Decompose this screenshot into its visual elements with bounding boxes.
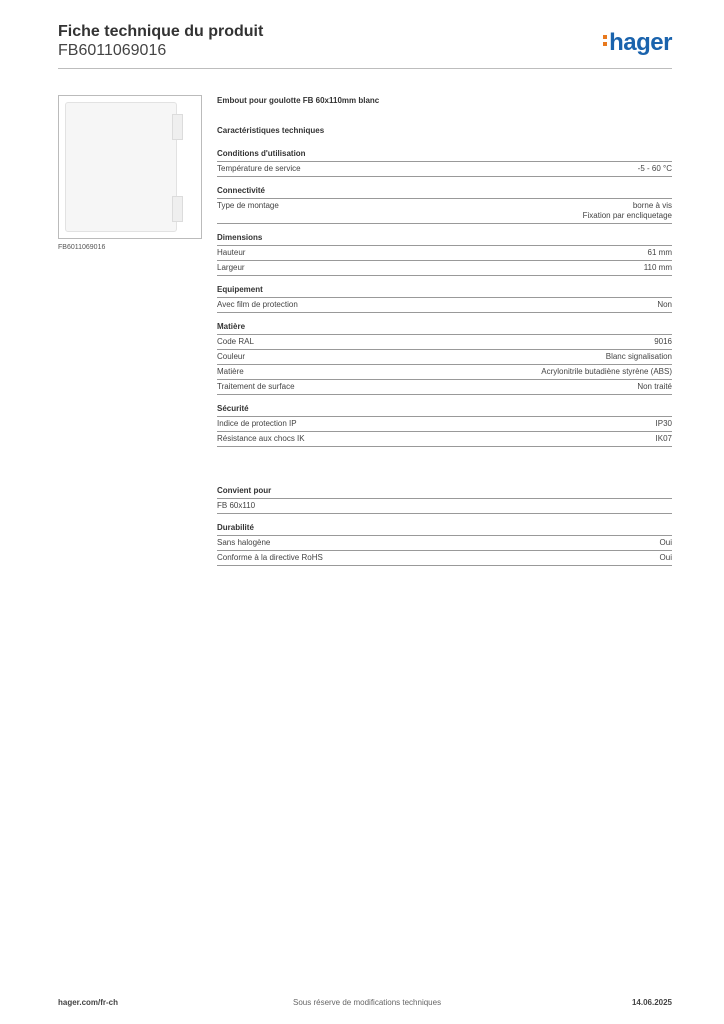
spec-value bbox=[606, 352, 672, 362]
spec-value-line: Fixation par encliquetage bbox=[582, 211, 672, 220]
spec-group-title: Conditions d'utilisation bbox=[217, 149, 672, 162]
spec-row bbox=[217, 335, 672, 350]
spec-value bbox=[637, 382, 672, 392]
end-cap-clip-bottom bbox=[172, 196, 183, 222]
spec-group bbox=[217, 322, 672, 395]
spec-row bbox=[217, 417, 672, 432]
fits-title: Convient pour bbox=[217, 486, 672, 499]
product-name: Embout pour goulotte FB 60x110mm blanc bbox=[217, 96, 380, 105]
spec-row bbox=[217, 365, 672, 380]
spec-value-line: Non traité bbox=[637, 382, 672, 391]
footer-website-link[interactable]: hager.com/fr-ch bbox=[58, 998, 119, 1007]
spec-value bbox=[638, 164, 672, 174]
spec-row bbox=[217, 536, 672, 551]
footer-disclaimer: Sous réserve de modifications techniques bbox=[293, 998, 442, 1007]
end-cap-body bbox=[65, 102, 177, 232]
product-image bbox=[58, 95, 202, 239]
spec-label: Type de montage bbox=[217, 201, 279, 210]
spec-value bbox=[541, 367, 672, 377]
spec-row bbox=[217, 551, 672, 566]
spec-group bbox=[217, 186, 672, 224]
spec-group-title: Matière bbox=[217, 322, 672, 335]
durability-section bbox=[217, 523, 672, 566]
spec-row bbox=[217, 199, 672, 224]
spec-label: Sans halogène bbox=[217, 538, 271, 547]
spec-row bbox=[217, 162, 672, 177]
spec-group-title: Sécurité bbox=[217, 404, 672, 417]
spec-row bbox=[217, 261, 672, 276]
spec-value-line: Blanc signalisation bbox=[605, 352, 672, 361]
page-header bbox=[58, 22, 672, 60]
spec-group-title: Dimensions bbox=[217, 233, 672, 246]
spec-value bbox=[656, 434, 672, 444]
spec-value bbox=[583, 201, 672, 221]
fits-item-label: FB 60x110 bbox=[217, 501, 256, 510]
spec-row bbox=[217, 432, 672, 447]
spec-row bbox=[217, 350, 672, 365]
spec-content bbox=[217, 96, 672, 566]
spec-label: Avec film de protection bbox=[217, 300, 298, 309]
spec-label: Traitement de surface bbox=[217, 382, 295, 391]
spec-value bbox=[654, 337, 672, 347]
footer-date: 14.06.2025 bbox=[631, 998, 672, 1007]
spec-group bbox=[217, 285, 672, 313]
spec-value-line: Oui bbox=[659, 538, 672, 547]
spec-value-line: 61 mm bbox=[647, 248, 672, 257]
spec-label: Résistance aux chocs IK bbox=[217, 434, 305, 443]
spec-label: Largeur bbox=[217, 263, 245, 272]
spec-row bbox=[217, 246, 672, 261]
spec-label: Matière bbox=[217, 367, 244, 376]
spec-group-title: Connectivité bbox=[217, 186, 672, 199]
spec-value bbox=[657, 300, 672, 310]
spec-value bbox=[644, 263, 672, 273]
spec-label: Code RAL bbox=[217, 337, 254, 346]
durability-list bbox=[217, 536, 672, 566]
spec-group bbox=[217, 149, 672, 177]
spec-group bbox=[217, 404, 672, 447]
spec-label: Conforme à la directive RoHS bbox=[217, 553, 323, 562]
spec-label: Hauteur bbox=[217, 248, 246, 257]
hager-logo bbox=[603, 29, 672, 57]
spec-value-line: Acrylonitrile butadiène styrène (ABS) bbox=[541, 367, 672, 376]
spec-value-line: -5 - 60 °C bbox=[637, 164, 672, 173]
spec-value-line: Oui bbox=[659, 553, 672, 562]
spec-label: Couleur bbox=[217, 352, 246, 361]
image-caption: FB6011069016 bbox=[58, 244, 106, 251]
document-title: Fiche technique du produit bbox=[58, 23, 264, 40]
specs-heading: Caractéristiques techniques bbox=[217, 126, 325, 135]
logo-dots-icon bbox=[603, 32, 607, 49]
spec-value-line: 9016 bbox=[654, 337, 672, 346]
spec-value-line: IK07 bbox=[655, 434, 672, 443]
spec-value bbox=[648, 248, 672, 258]
durability-title: Durabilité bbox=[217, 523, 672, 536]
spec-value-line: IP30 bbox=[655, 419, 672, 428]
spec-value bbox=[660, 538, 672, 548]
spec-row bbox=[217, 380, 672, 395]
fits-section bbox=[217, 486, 672, 514]
spec-value-line: borne à vis bbox=[632, 201, 672, 210]
spec-value-line: Non bbox=[657, 300, 672, 309]
spec-value-line: 110 mm bbox=[643, 263, 672, 272]
spec-value bbox=[656, 419, 672, 429]
spec-group bbox=[217, 233, 672, 276]
spec-groups bbox=[217, 149, 672, 447]
fits-list bbox=[217, 499, 672, 514]
fits-item bbox=[217, 499, 672, 514]
spec-label: Indice de protection IP bbox=[217, 419, 297, 428]
logo-text: hager bbox=[609, 29, 672, 56]
product-reference: FB6011069016 bbox=[58, 42, 167, 59]
header-divider bbox=[58, 68, 672, 69]
spec-group-title: Equipement bbox=[217, 285, 672, 298]
end-cap-clip-top bbox=[172, 114, 183, 140]
spec-value bbox=[660, 553, 672, 563]
spec-row bbox=[217, 298, 672, 313]
spec-label: Température de service bbox=[217, 164, 301, 173]
